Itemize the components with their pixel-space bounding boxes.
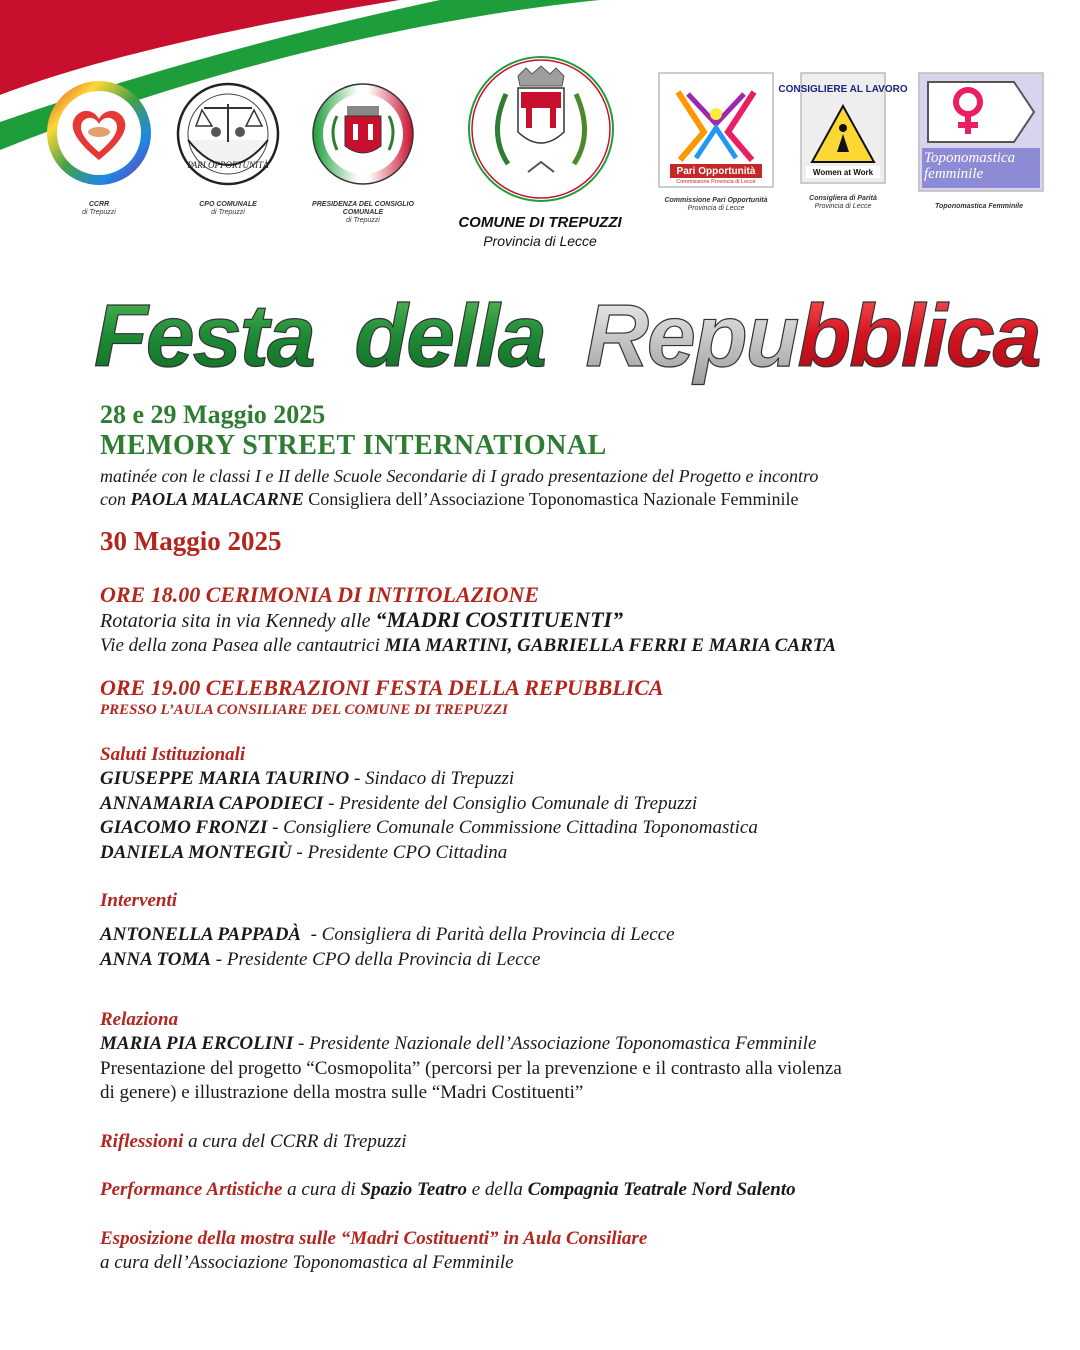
logo-commissione-pari-opportunita [656,72,776,213]
performance-group-2: Compagnia Teatrale Nord Salento [527,1179,796,1200]
person-name: DANIELA MONTEGIÙ [100,841,292,863]
interventi-heading: Interventi [100,890,178,911]
relazione-heading: Relaziona [100,1009,179,1030]
ceremony-line1-text: Rotatoria sita in via Kennedy alle [100,610,376,632]
performance-label: Performance Artistiche [100,1179,283,1200]
ceremony-line1-bold: “MADRI COSTITUENTI” [375,607,624,632]
logo-caption-sub: di Trepuzzi [82,209,116,216]
saluti-heading: Saluti Istituzionali [100,744,246,765]
event-memory-street: MEMORY STREET INTERNATIONAL [100,430,607,461]
logo-consigliera-parita [778,72,908,211]
comune-province: Provincia di Lecce [483,233,597,249]
desc-guest-name: PAOLA MALACARNE [130,489,304,509]
person-role: - Presidente Nazionale dell’Associazione Toponomastica Femminile [293,1033,817,1054]
ccrr-heart-icon [44,78,154,188]
person-name: GIUSEPPE MARIA TAURINO [100,768,350,789]
ceremony-line2 [100,634,1030,659]
relazione-desc-line2: di genere) e illustrazione della mostra sulle “Madri Costituenti” [100,1082,584,1103]
logo-caption-name: CPO COMUNALE [199,201,257,208]
comune-name: COMUNE DI TREPUZZI [458,214,622,231]
sign-top-text: CONSIGLIERE AL LAVORO [778,84,908,95]
person-role: - Presidente del Consiglio Comunale di Trepuzzi [323,792,698,814]
event-desc-line1: matinée con le classi I e II delle Scuole Secondarie di I grado presentazione del Progetto e incontro [100,466,819,486]
main-title [90,278,1040,388]
list-item [100,1032,1030,1057]
person-role: - Consigliera di Parità della Provincia di Lecce [301,924,675,945]
sign-text: Toponomastica femminile [924,150,1016,182]
ceremony-line2-text: Vie della zona Pasea alle cantautrici [100,634,385,656]
logo-caption-name: Consigliera di Parità [809,195,877,202]
title-word-repu: Repu [585,286,798,385]
logo-caption-name: Toponomastica Femminile [934,203,1024,210]
person-name: GIACOMO FRONZI [100,817,268,838]
person-name: ANTONELLA PAPPADÀ [100,924,302,945]
relazione-desc-line1: Presentazione del progetto “Cosmopolita” (percorsi per la prevenzione e il contrasto alla violenza [100,1057,842,1079]
performance-group-1: Spazio Teatro [360,1179,467,1200]
person-role: - Consigliere Comunale Commissione Cittadina Toponomastica [267,817,758,838]
date-may-28-29: 28 e 29 Maggio 2025 [100,400,326,429]
event-desc-line2 [100,488,1030,511]
esposizione-line [100,1227,1030,1252]
female-symbol-sign-icon [918,72,1044,192]
logo-ccrr [44,78,154,217]
colorful-figures-icon [658,72,774,188]
celebration-title: ORE 19.00 CELEBRAZIONI FESTA DELLA REPUBBLICA [100,675,664,700]
logo-comune-trepuzzi [466,54,616,209]
ceremony-line1 [100,608,1030,634]
logo-caption-sub: Provincia di Lecce [814,203,872,210]
esposizione-label: Esposizione della mostra sulle “Madri Costituenti” in Aula Consiliare [100,1227,648,1249]
seal-ring-text: PARI OPPORTUNITÀ [187,160,269,170]
women-at-work-sign-icon [778,72,908,184]
ceremony-line2-bold: MIA MARTINI, GABRIELLA FERRI E MARIA CARTA [384,634,837,656]
celebration-subtitle: PRESSO L’AULA CONSILIARE DEL COMUNE DI TREPUZZI [100,702,508,718]
date-may-30: 30 Maggio 2025 [100,526,282,556]
riflessioni-line [100,1130,1030,1155]
banner-text: Pari Opportunità [676,166,756,177]
list-item [100,816,1030,841]
logo-caption-name: PRESIDENZA DEL CONSIGLIO COMUNALE [312,201,414,216]
logo-caption-sub: di Trepuzzi [346,217,380,224]
person-name: MARIA PIA ERCOLINI [100,1033,294,1054]
riflessioni-label: Riflessioni [100,1130,184,1152]
person-role: - Presidente CPO della Provincia di Lecce [211,948,541,970]
trepuzzi-crest-red-icon [309,80,417,188]
esposizione-desc: a cura dell’Associazione Toponomastica al Femminile [100,1252,514,1273]
banner-subtext: Commissione Provincia di Lecce [676,179,756,185]
person-name: ANNA TOMA [100,948,212,970]
comune-crest-icon [466,54,616,204]
sign-bottom-text: Women at Work [812,168,874,177]
list-item [100,841,1030,866]
program-content [100,400,1030,1276]
logo-toponomastica-femminile [916,72,1046,211]
logo-caption-name: CCRR [88,201,110,208]
performance-line [100,1178,1030,1203]
logo-cpo-comunale [174,80,282,217]
desc-guest-role: Consigliera dell’Associazione Toponomastica Nazionale Femminile [303,489,799,509]
logo-presidenza-consiglio [296,80,430,225]
ceremony-title: ORE 18.00 CERIMONIA DI INTITOLAZIONE [100,582,540,607]
logo-caption-name: Commissione Pari Opportunità [664,197,768,204]
list-item [100,792,1030,817]
svg-text:Festa della Repubblica [94,286,1040,385]
performance-text: a cura di [282,1179,361,1200]
desc-prefix: con [100,489,131,509]
title-word-della: della [354,286,545,385]
logo-caption-sub: Provincia di Lecce [687,205,745,212]
person-role: - Sindaco di Trepuzzi [349,768,515,789]
pari-opportunita-seal-icon [174,80,282,188]
person-name: ANNAMARIA CAPODIECI [100,792,324,814]
riflessioni-text: a cura del CCRR di Trepuzzi [183,1130,407,1152]
list-item [100,948,1030,973]
list-item [100,767,1030,792]
person-role: - Presidente CPO Cittadina [291,841,508,863]
title-word-bblica: bblica [797,286,1040,385]
title-word-festa: Festa [94,286,314,385]
logo-caption-sub: di Trepuzzi [211,209,245,216]
performance-text: e della [467,1179,528,1200]
list-item [100,923,1030,948]
